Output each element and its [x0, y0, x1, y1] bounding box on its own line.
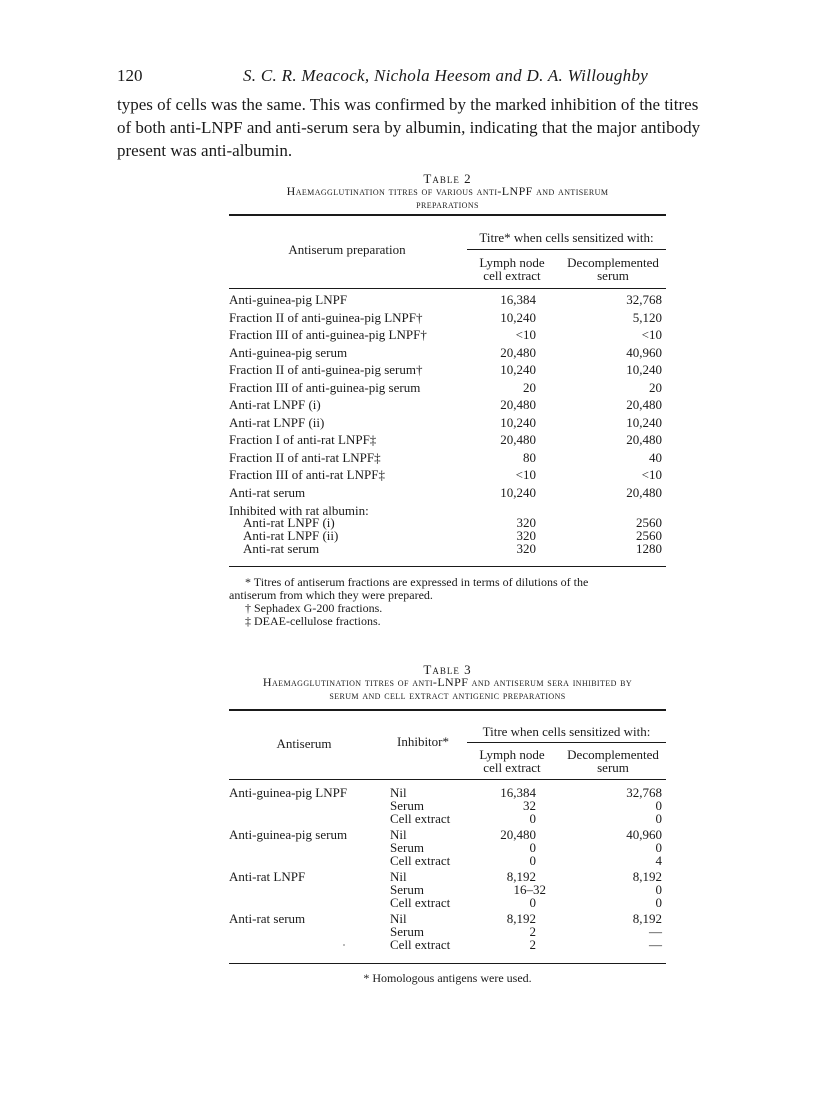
header-line: cell extract [483, 268, 541, 283]
table2-serum-value: 32,768 [626, 292, 662, 307]
table2-sub-rule [467, 249, 666, 250]
table3-inhibitor: Cell extract [390, 811, 451, 826]
table2-inhibited-header: Inhibited with rat albumin: [229, 503, 369, 518]
table3-sub-header-lymph [467, 748, 557, 774]
table2-serum-value: <10 [641, 467, 662, 482]
table2-col-header: Antiserum preparation [288, 242, 406, 257]
table3-antiserum-label: Anti-guinea-pig LNPF [229, 785, 348, 800]
table2-lymph-value: 20,480 [500, 432, 536, 447]
header-line: Lymph node [479, 747, 545, 762]
table3-inhibitor: Nil [390, 827, 407, 842]
table3-antiserum-label: Anti-guinea-pig serum [229, 827, 348, 842]
table3-span-header: Titre when cells sensitized with: [482, 724, 651, 739]
table2-lymph-value: 20,480 [500, 345, 536, 360]
table3-serum-value: — [649, 937, 662, 952]
table3-serum-value: 40,960 [626, 827, 662, 842]
table2-header-rule [229, 288, 666, 289]
table3-lymph-value: 20,480 [500, 827, 536, 842]
table2-lymph-value: <10 [515, 327, 536, 342]
table3-col-header-inhibitor: Inhibitor* [397, 734, 449, 749]
table3-serum-value: 8,192 [632, 869, 662, 884]
table2-serum-value: 20 [649, 380, 662, 395]
page-number: 120 [117, 66, 143, 85]
table3-top-rule [229, 709, 666, 711]
table2-footnote: * Titres of antiserum fractions are expressed in terms of dilutions of the [245, 575, 589, 589]
table3-serum-value: 4 [655, 853, 662, 868]
body-line: present was anti-albumin. [117, 141, 293, 160]
header-line: cell extract [483, 760, 541, 775]
table2-row-label: Anti-guinea-pig serum [229, 345, 348, 360]
table2-serum-value: 20,480 [626, 485, 662, 500]
table2-lymph-value: 320 [516, 515, 536, 530]
table3-serum-value: 0 [655, 840, 662, 855]
table3-lymph-value: 2 [529, 924, 536, 939]
table3-lymph-value: 8,192 [506, 869, 536, 884]
body-line: types of cells was the same. This was confirmed by the marked inhibition of the titres [117, 95, 699, 114]
table3-serum-value: 0 [655, 895, 662, 910]
table2-lymph-value: 16,384 [500, 292, 536, 307]
header-line: Decomplemented [567, 255, 659, 270]
body-line: of both anti-LNPF and anti-serum sera by albumin, indicating that the major antibody [117, 118, 701, 137]
table2-serum-value: 2560 [636, 528, 662, 543]
table2-serum-value: 20,480 [626, 432, 662, 447]
table3-inhibitor: Nil [390, 785, 407, 800]
table2-lymph-value: 10,240 [500, 310, 536, 325]
table3-lymph-value: 0 [529, 853, 536, 868]
table2-row-label: Fraction II of anti-rat LNPF‡ [229, 450, 381, 465]
table2-serum-value: 5,120 [632, 310, 662, 325]
table2-row-label: Anti-rat LNPF (i) [229, 397, 321, 412]
table3-lymph-value: 8,192 [506, 911, 536, 926]
header-line: Lymph node [479, 255, 545, 270]
table2-row-label: Anti-rat serum [243, 541, 320, 556]
table3-inhibitor: Serum [390, 882, 424, 897]
table2-row-label: Anti-rat serum [229, 485, 306, 500]
table2-lymph-value: 20 [523, 380, 536, 395]
table2-row-label: Fraction II of anti-guinea-pig serum† [229, 362, 423, 377]
table3-serum-value: 0 [655, 811, 662, 826]
table2-serum-value: <10 [641, 327, 662, 342]
table2-row-label: Fraction II of anti-guinea-pig LNPF† [229, 310, 423, 325]
table3-serum-value: 0 [655, 798, 662, 813]
table2-bottom-rule [229, 566, 666, 567]
table2-serum-value: 10,240 [626, 415, 662, 430]
table3-lymph-value: 0 [529, 840, 536, 855]
table2-row-label: Fraction III of anti-guinea-pig serum [229, 380, 421, 395]
table2-sub-header-serum [560, 256, 666, 282]
table2-lymph-value: 320 [516, 528, 536, 543]
table3-serum-value: 8,192 [632, 911, 662, 926]
table3-lymph-value: 0 [529, 811, 536, 826]
table3-inhibitor: Serum [390, 924, 424, 939]
table3-inhibitor: Cell extract [390, 937, 451, 952]
table2-lymph-value: 80 [523, 450, 536, 465]
table3-inhibitor: Serum [390, 798, 424, 813]
table2-lymph-value: 10,240 [500, 415, 536, 430]
table2-serum-value: 40 [649, 450, 662, 465]
table3-header-rule [229, 779, 666, 780]
header-line: serum [597, 760, 629, 775]
table3-inhibitor: Nil [390, 869, 407, 884]
table3-inhibitor: Cell extract [390, 895, 451, 910]
table3-caption-line: serum and cell extract antigenic preparations [329, 688, 566, 702]
table3-lymph-value: 2 [529, 937, 536, 952]
table2-top-rule [229, 214, 666, 216]
table3-antiserum-label: Anti-rat serum [229, 911, 306, 926]
table2-row-label: Anti-rat LNPF (ii) [243, 528, 339, 543]
table2-row-label: Fraction III of anti-rat LNPF‡ [229, 467, 385, 482]
speck-mark [343, 944, 345, 946]
table3-col-header-antiserum: Antiserum [276, 736, 332, 751]
table2-row-label: Anti-rat LNPF (ii) [229, 415, 325, 430]
author-line: S. C. R. Meacock, Nichola Heesom and D. A. Willoughby [243, 66, 649, 85]
table3-lymph-value: 32 [523, 798, 536, 813]
table3-antiserum-label: Anti-rat LNPF [229, 869, 306, 884]
header-line: serum [597, 268, 629, 283]
table2-caption-line: Haemagglutination titres of various anti-LNPF and antiserum [286, 184, 609, 198]
table3-lymph-value: 16–32 [513, 882, 546, 897]
table2-span-header: Titre* when cells sensitized with: [479, 230, 654, 245]
table3-inhibitor: Serum [390, 840, 424, 855]
header-line: Decomplemented [567, 747, 659, 762]
table3-inhibitor: Cell extract [390, 853, 451, 868]
table2-lymph-value: 20,480 [500, 397, 536, 412]
table2-label: Table 2 [423, 171, 472, 186]
table3-label: Table 3 [423, 662, 472, 677]
table2-footnote: ‡ DEAE-cellulose fractions. [245, 614, 381, 628]
table2-serum-value: 20,480 [626, 397, 662, 412]
table3-bottom-rule [229, 963, 666, 964]
table2-lymph-value: 320 [516, 541, 536, 556]
table2-lymph-value: <10 [515, 467, 536, 482]
table2-serum-value: 1280 [636, 541, 662, 556]
table2-row-label: Anti-guinea-pig LNPF [229, 292, 348, 307]
table3-footnote: * Homologous antigens were used. [363, 971, 532, 985]
table3-caption-line: Haemagglutination titres of anti-LNPF and antiserum sera inhibited by [262, 675, 633, 689]
table3-sub-header-serum [560, 748, 666, 774]
table3-serum-value: 0 [655, 882, 662, 897]
table3-lymph-value: 16,384 [500, 785, 536, 800]
table2-row-label: Anti-rat LNPF (i) [243, 515, 335, 530]
table2-lymph-value: 10,240 [500, 485, 536, 500]
table2-caption-line: preparations [416, 197, 479, 211]
table2-serum-value: 40,960 [626, 345, 662, 360]
table2-serum-value: 10,240 [626, 362, 662, 377]
table3-serum-value: 32,768 [626, 785, 662, 800]
table2-caption [229, 172, 666, 211]
table2-serum-value: 2560 [636, 515, 662, 530]
table3-lymph-value: 0 [529, 895, 536, 910]
table2-footnote: antiserum from which they were prepared. [229, 588, 433, 602]
table2-sub-header-lymph [467, 256, 557, 282]
table3-inhibitor: Nil [390, 911, 407, 926]
table2-row-label: Fraction III of anti-guinea-pig LNPF† [229, 327, 427, 342]
table2-row-label: Fraction I of anti-rat LNPF‡ [229, 432, 377, 447]
table3-serum-value: — [649, 924, 662, 939]
table3-caption [229, 663, 666, 702]
table2-footnote: † Sephadex G-200 fractions. [245, 601, 383, 615]
body-paragraph [117, 93, 701, 162]
table3-sub-rule [467, 742, 666, 743]
table2-lymph-value: 10,240 [500, 362, 536, 377]
